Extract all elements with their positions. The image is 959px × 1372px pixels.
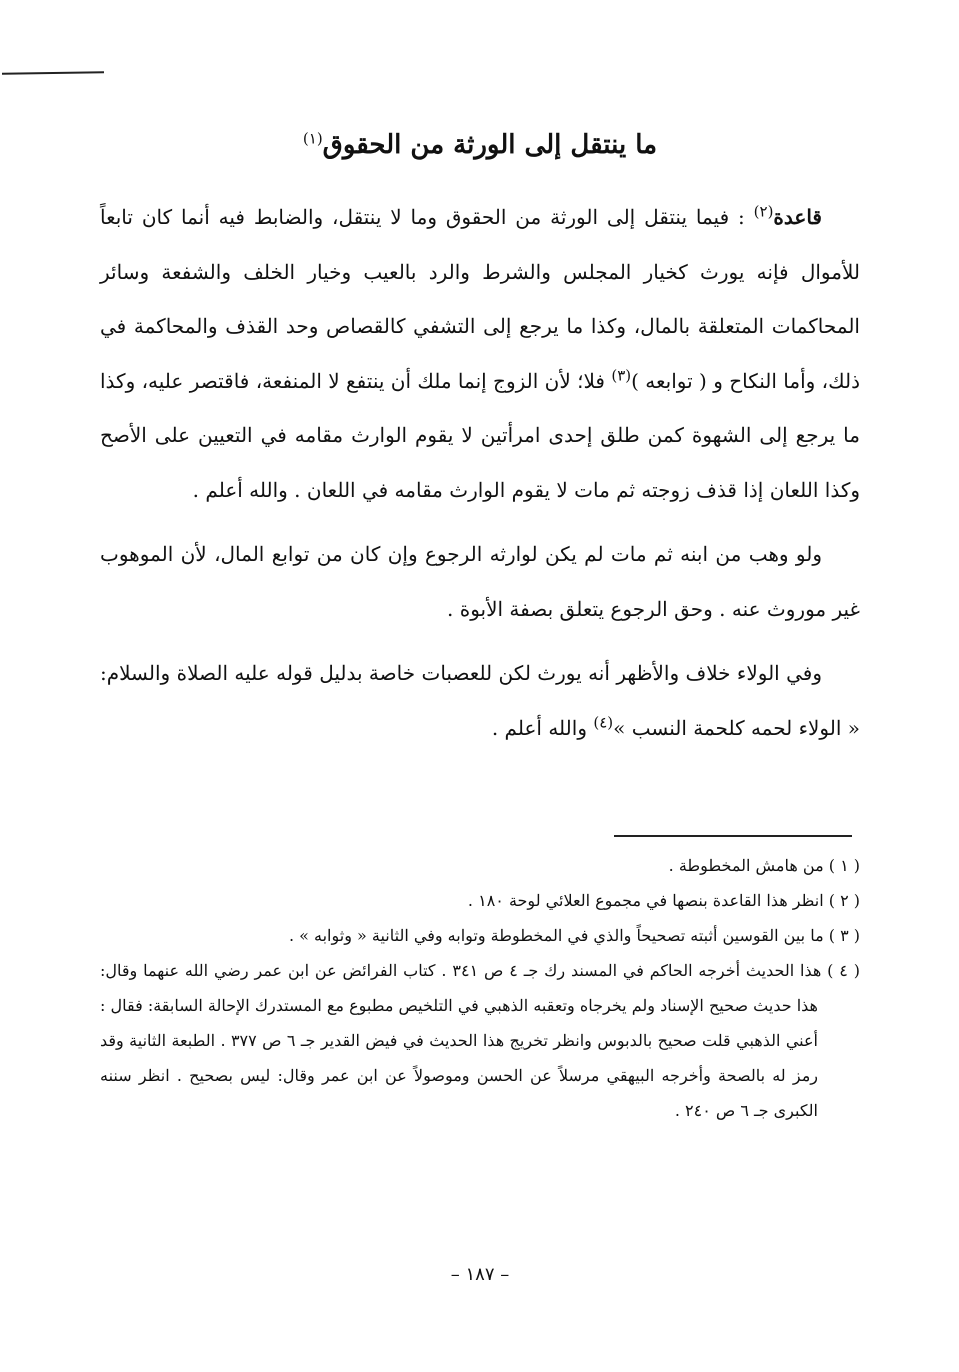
footnote-ref-3[interactable]: (٣) [611, 365, 632, 384]
page-number: – ١٨٧ – [450, 1264, 510, 1285]
footnotes [100, 848, 860, 1128]
footnote-number: ( ٣ ) [828, 926, 860, 945]
book-page [100, 0, 860, 1372]
rule-heading: قاعدة [773, 205, 822, 229]
footnote-separator [614, 835, 852, 837]
footnote-ref-2[interactable]: (٢) [753, 202, 774, 221]
paragraph-wala [100, 646, 860, 755]
footnote-text: ما بين القوسين أثبته تصحيحاً والذي في المخطوطة وتوابه وفي الثانية « وثوابه » . [288, 926, 824, 945]
main-text [100, 190, 860, 765]
footnote-text: هذا الحديث أخرجه الحاكم في المسند رك جـ ٤ ص ٣٤١ . كتاب الفرائض عن ابن عمر رضي الله عنهما وقال: هذا حديث صحيح الإسناد ولم يخرجاه وتعقبه الذهبي في التلخيص مطبوع مع المستدرك الإحالة السابقة: فقال : أعني الذهبي قلت صحيح بالدبوس وانظر تخريج هذا الحديث في فيض القدير جـ ٦ ص ٣٧٧ . الطبعة الثانية وقد رمز له بالصحة وأخرجه البيهقي مرسلاً عن الحسن وموصولاً عن ابن عمر وقال: ليس بصحيح . انظر سننه الكبرى جـ ٦ ص ٢٤٠ . [100, 961, 822, 1120]
page-title [100, 123, 860, 167]
title-footnote-ref[interactable]: (١) [302, 129, 323, 148]
paragraph-text: ولو وهب من ابنه ثم مات لم يكن لوارثه الرجوع وإن كان من توابع المال، لأن الموهوب غير موروث عنه . وحق الرجوع يتعلق بصفة الأبوة . [100, 542, 860, 621]
footnote-number: ( ١ ) [828, 856, 860, 875]
footnote-ref-4[interactable]: (٤) [593, 712, 614, 731]
paragraph-text: وفي الولاء خلاف والأظهر أنه يورث لكن للعصبات خاصة بدليل قوله عليه الصلاة والسلام: « الولاء لحمه كلحمة النسب » [100, 661, 860, 740]
footnote-4 [100, 953, 860, 1128]
paragraph-text: : فيما ينتقل إلى الورثة من الحقوق وما لا ينتقل، والضابط فيه أنما كان تابعاً للأموال فإنه يورث كخيار المجلس والشرط والرد بالعيب وخيار الخلف والشفعة وسائر المحاكمات المتعلقة بالمال، وكذا ما يرجع إلى التشفي كالقصاص وحد القذف والمحاكمة في ذلك، وأما النكاح و ( توابعه ) [100, 205, 860, 393]
footnote-text: من هامش المخطوطة . [668, 856, 824, 875]
footnote-number: ( ٤ ) [827, 961, 861, 980]
paragraph-text-continued: والله أعلم . [491, 715, 587, 740]
paragraph-rule [100, 190, 860, 517]
paragraph-gift [100, 527, 860, 636]
footnote-number: ( ٢ ) [828, 891, 860, 910]
footnote-text: انظر هذا القاعدة بنصها في مجموع العلائي لوحة ١٨٠ . [467, 891, 824, 910]
margin-rule [2, 71, 104, 74]
footnote-1 [100, 848, 860, 883]
title-text: ما ينتقل إلى الورثة من الحقوق [322, 130, 658, 161]
paragraph-text-continued: فلا؛ لأن الزوج إنما ملك أن ينتفع لا المنفعة، فاقتصر عليه، وكذا ما يرجع إلى الشهوة كمن طلق إحدى امرأتين لا يقوم الوارث مقامه في التعيين على الأصح وكذا اللعان إذا قذف زوجته ثم مات لا يقوم الوارث مقامه في اللعان . والله أعلم . [100, 368, 860, 502]
footnote-2 [100, 883, 860, 918]
footnote-3 [100, 918, 860, 953]
